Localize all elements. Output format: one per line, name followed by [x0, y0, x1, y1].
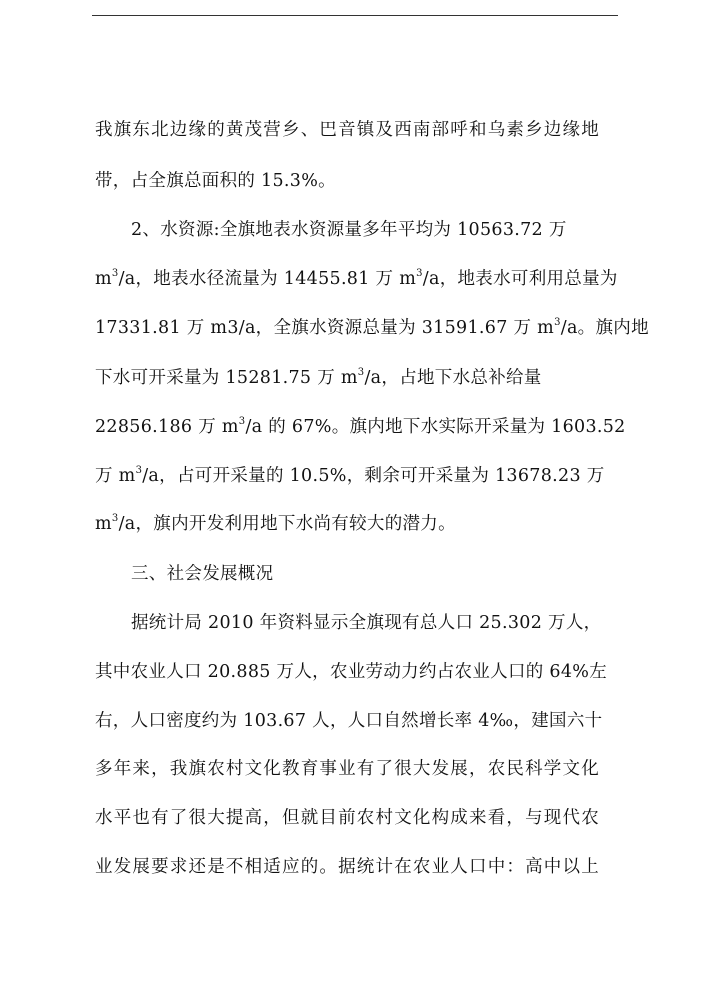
text-line — [95, 367, 542, 389]
header-rule — [92, 15, 618, 16]
text-line: 我旗东北边缘的黄茂营乡、巴音镇及西南部呼和乌素乡边缘地 — [95, 120, 600, 140]
text-run: /a，旗内开发利用地下水尚有较大的潜力。 — [118, 514, 456, 534]
text-line: 右，人口密度约为 103.67 人，人口自然增长率 4‰，建国六十 — [95, 711, 603, 731]
text-run: 22856.186 万 m — [95, 417, 239, 437]
text-line: 2、水资源:全旗地表水资源量多年平均为 10563.72 万 — [131, 220, 567, 240]
section-heading: 三、社会发展概况 — [131, 564, 274, 584]
text-line: 其中农业人口 20.885 万人，农业劳动力约占农业人口的 64%左 — [95, 662, 608, 682]
text-run: /a，占地下水总补给量 — [364, 368, 542, 388]
text-line: 带，占全旗总面积的 15.3%。 — [95, 171, 336, 191]
superscript: 3 — [111, 268, 119, 280]
text-run: /a，地表水径流量为 14455.81 万 m — [118, 269, 417, 289]
superscript: 3 — [357, 367, 365, 379]
text-line: 业发展要求还是不相适应的。据统计在农业人口中：高中以上 — [95, 857, 600, 877]
superscript: 3 — [416, 268, 423, 280]
superscript: 3 — [238, 416, 246, 428]
text-run: /a 的 67%。旗内地下水实际开采量为 1603.52 — [245, 417, 626, 437]
text-line: 多年来，我旗农村文化教育事业有了很大发展，农民科学文化 — [95, 759, 600, 779]
text-run: m — [95, 269, 112, 289]
text-run: /a，占可开采量的 10.5%，剩余可开采量为 13678.23 万 — [142, 466, 605, 486]
text-line — [95, 317, 649, 339]
superscript: 3 — [554, 317, 561, 329]
text-line — [95, 513, 456, 535]
text-run: m — [95, 514, 112, 534]
text-line: 据统计局 2010 年资料显示全旗现有总人口 25.302 万人， — [131, 613, 602, 633]
text-run: 17331.81 万 m3/a，全旗水资源总量为 31591.67 万 m — [95, 318, 555, 338]
text-line — [95, 268, 618, 290]
text-run: /a。旗内地 — [560, 318, 649, 338]
text-line: 水平也有了很大提高，但就目前农村文化构成来看，与现代农 — [95, 808, 600, 828]
text-run: 下水可开采量为 15281.75 万 m — [95, 368, 358, 388]
text-run: /a，地表水可利用总量为 — [422, 269, 618, 289]
superscript: 3 — [135, 465, 143, 477]
text-run: 万 m — [95, 466, 136, 486]
text-line — [95, 416, 626, 438]
text-line — [95, 465, 605, 487]
superscript: 3 — [111, 513, 119, 525]
